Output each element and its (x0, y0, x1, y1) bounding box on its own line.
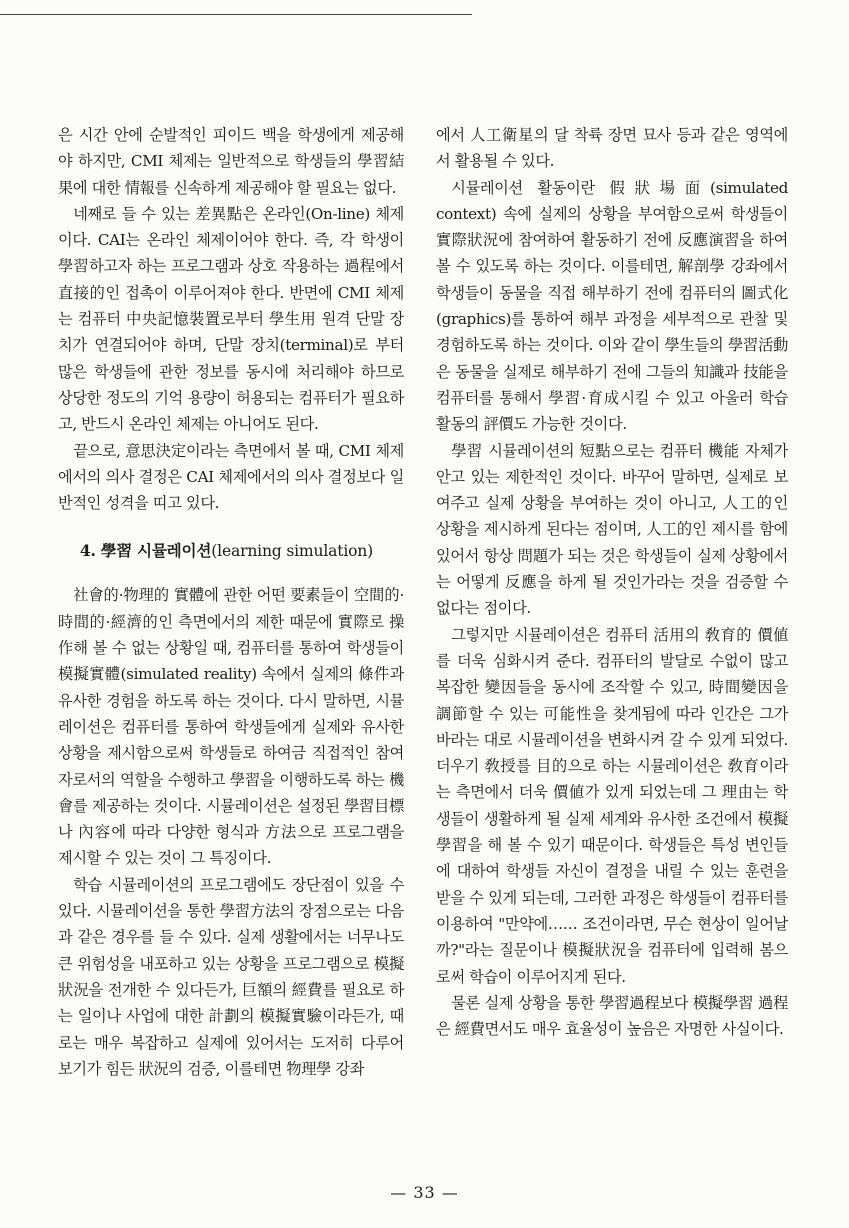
section-heading-title: 4. 學習 시뮬레이션 (79, 541, 212, 561)
right-paragraph-2: 시뮬레이션 활동이란 假狀場面(simulated context) 속에 실제의 상황을 부여함으로써 학생들이 實際狀況에 참여하여 활동하기 전에 反應演習을 하여 볼 수 있도록 하는 것이다. 이를테면, 解剖學 강좌에서 학생들이 동물을 직접 해부하기 전에 컴퓨터의 圖式化(graphics)를 통하여 해부 과정을 세부적으로 관찰 및 경험하도록 하는 것이다. 이와 같이 學生들의 學習活動은 동물을 실제로 해부하기 전에 그들의 知識과 技能을 컴퓨터를 통해서 學習·育成시킬 수 있고 아울러 학습 활동의 評價도 가능한 것이다. (436, 178, 788, 434)
left-paragraph-4: 社會的·物理的 實體에 관한 어떤 要素들이 空間的·時間的·經濟的인 측면에서의 제한 때문에 實際로 操作해 볼 수 없는 상황일 때, 컴퓨터를 통하여 학생들이 模擬實體(simulated reality) 속에서 실제의 條件과 유사한 경험을 하도록 하는 것이다. 다시 말하면, 시뮬레이션은 컴퓨터를 통하여 학생들에게 실제와 유사한 상황을 제시함으로써 학생들로 하여금 직접적인 참여자로서의 역할을 수행하고 學習을 이행하도록 하는 機會를 제공하는 것이다. 시뮬레이션은 설정된 學習目標나 內容에 따라 다양한 형식과 方法으로 프로그램을 제시할 수 있는 것이 그 특징이다. (58, 586, 404, 868)
left-paragraph-5: 학습 시뮬레이션의 프로그램에도 장단점이 있을 수 있다. 시뮬레이션을 통한 學習方法의 장점으로는 다음과 같은 경우를 들 수 있다. 실제 생활에서는 너무나도 큰 위험성을 내포하고 있는 상황을 프로그램으로 模擬狀況을 전개한 수 있다든가, 巨額의 經費를 필요로 하는 일이나 사업에 대한 計劃의 模擬實驗이라든가, 때로는 매우 복잡하고 실제에 있어서는 도저히 다루어 보기가 힘든 狀況의 검증, 이를테면 物理學 강좌 (58, 875, 404, 1078)
left-paragraph-2: 네째로 들 수 있는 差異點은 온라인(On-line) 체제이다. CAI는 온라인 체제이어야 한다. 즉, 각 학생이 學習하고자 하는 프로그램과 상호 작용하는 過程에서 直接的인 접촉이 이루어져야 한다. 반면에 CMI 체제는 컴퓨터 中央記憶裝置로부터 學生用 원격 단말 장치가 연결되어야 하며, 단말 장치(terminal)로 부터 많은 학생들에 관한 정보를 동시에 처리해야 하므로 상당한 정도의 기억 용량이 허용되는 컴퓨터가 필요하고, 반드시 온라인 체제는 아니어도 된다. (58, 204, 404, 434)
right-paragraph-1: 에서 人工衛星의 달 착륙 장면 묘사 등과 같은 영역에서 활용될 수 있다. (436, 126, 788, 171)
left-paragraph-1: 은 시간 안에 순발적인 피이드 백을 학생에게 제공해야 하지만, CMI 체제는 일반적으로 학생들의 學習結果에 대한 情報를 신속하게 제공해야 할 필요는 없다. (58, 126, 404, 197)
right-paragraph-4: 그렇지만 시뮬레이션은 컴퓨터 活用의 敎育的 價値를 더욱 심화시켜 준다. 컴퓨터의 발달로 수없이 많고 복잡한 變因들을 동시에 조작할 수 있고, 時間變因을 調節할 수 있는 可能性을 찾게됨에 따라 인간은 그가 바라는 대로 시뮬레이션을 변화시켜 갈 수 있게 되었다. 더우기 敎授를 目的으로 하는 시뮬레이션은 敎育이라는 측면에서 더욱 價値가 있게 되었는데 그 理由는 학생들이 생활하게 될 실제 세계와 유사한 조건에서 模擬學習을 해 볼 수 있기 때문이다. 학생들은 특성 변인들에 대하여 학생들 자신이 결정을 내릴 수 있는 훈련을 받을 수 있게 되는데, 그러한 과정은 학생들이 컴퓨터를 이용하여 "만약에…… 조건이라면, 무슨 현상이 일어날까?"라는 질문이나 模擬狀況을 컴퓨터에 입력해 봄으로써 학습이 이루어지게 된다. (436, 625, 788, 986)
right-paragraph-3: 學習 시뮬레이션의 短點으로는 컴퓨터 機能 자체가 안고 있는 제한적인 것이다. 바꾸어 말하면, 실제로 보여주고 실제 상황을 부여하는 것이 아니고, 人工的인 상황을 제시하게 된다는 점이며, 人工的인 제시를 함에 있어서 항상 問題가 되는 것은 학생들이 실제 상황에서는 어떻게 反應을 하게 될 것인가라는 것을 검증할 수 없다는 점이다. (436, 441, 788, 618)
top-rule (0, 14, 472, 15)
left-column (58, 122, 404, 1082)
right-column (436, 122, 788, 1042)
section-heading-english: (learning simulation) (211, 542, 374, 561)
right-paragraph-5: 물론 실제 상황을 통한 學習過程보다 模擬學習 過程은 經費면서도 매우 효율성이 높음은 자명한 사실이다. (436, 993, 788, 1039)
left-paragraph-3: 끝으로, 意思決定이라는 측면에서 볼 때, CMI 체제에서의 의사 결정은 CAI 체제에서의 의사 결정보다 일반적인 성격을 띠고 있다. (58, 441, 404, 513)
section-heading (58, 538, 404, 564)
page-number: — 33 — (390, 1183, 459, 1202)
